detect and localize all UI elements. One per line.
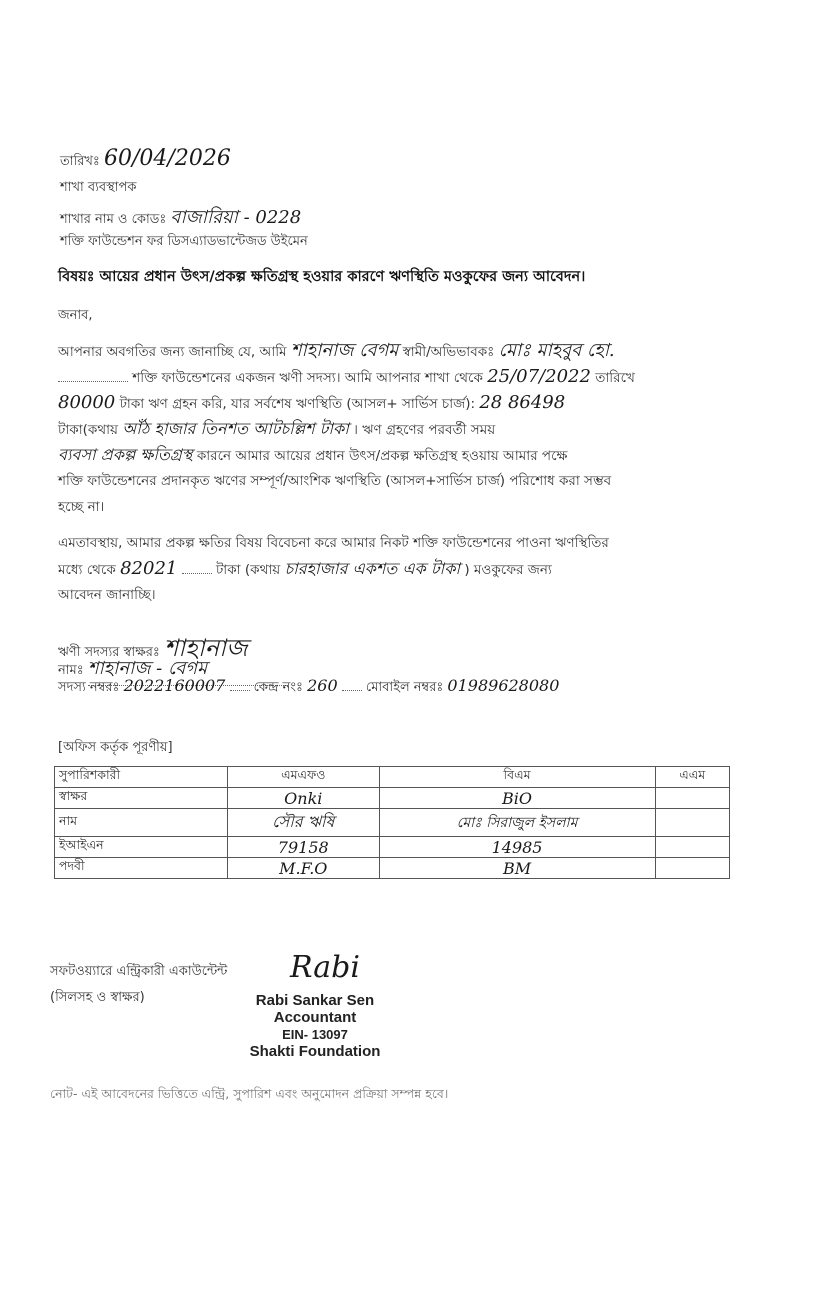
mfo-designation: M.F.O — [228, 858, 380, 879]
balance-hw: 28 86498 — [479, 392, 566, 413]
para1-text: । ঋণ গ্রহণের পরবর্তী সময় — [353, 422, 496, 438]
guardian-hw: মোঃ মাহবুব হো. — [498, 340, 615, 361]
office-table — [54, 766, 730, 879]
date-value: 60/04/2026 — [104, 146, 231, 171]
date-label: তারিখঃ — [60, 154, 100, 169]
stamp-org: Shakti Foundation — [249, 1043, 381, 1060]
mobile-value: 01989628080 — [447, 676, 560, 695]
branch-row — [60, 203, 301, 234]
para1-text: শক্তি ফাউন্ডেশনের একজন ঋণী সদস্য। আমি আপনার শাখা থেকে — [132, 370, 483, 386]
para2-text: মধ্যে থেকে — [58, 562, 116, 578]
center-label: কেন্দ্র নংঃ — [253, 680, 303, 695]
row-label: নাম — [55, 809, 228, 837]
para1-line1 — [58, 338, 615, 365]
waive-amount-hw: 82021 — [120, 558, 178, 579]
table-row — [55, 809, 730, 837]
member-no-label: সদস্য নম্বরঃ — [58, 680, 120, 695]
am-cell — [655, 858, 729, 879]
reason-hw: ব্যবসা প্রকল্প ক্ষতিগ্রস্থ — [58, 445, 193, 464]
table-header-row — [55, 767, 730, 788]
para2-line3: আবেদন জানাচ্ছি। — [58, 587, 156, 603]
recipient-title: শাখা ব্যবস্থাপক — [60, 180, 137, 195]
mfo-name: সৌর ঋষি — [228, 809, 380, 837]
member-name-value: শাহানাজ - বেগম — [88, 654, 288, 686]
member-name-hw: শাহানাজ বেগম — [290, 340, 399, 361]
row-label: ইআইএন — [55, 837, 228, 858]
row-label: স্বাক্ষর — [55, 788, 228, 809]
table-header-cell: এমএফও — [228, 767, 380, 788]
branch-label: শাখার নাম ও কোডঃ — [60, 212, 167, 227]
am-cell — [655, 788, 729, 809]
para1-line2 — [58, 364, 635, 391]
org-line: শক্তি ফাউন্ডেশন ফর ডিসএ্যাডভান্টেজড উইমেন — [60, 234, 308, 249]
loan-amount-hw: 80000 — [58, 392, 116, 413]
accountant-signature: Rabi — [290, 950, 360, 985]
para1-line7: হচ্ছে না। — [58, 499, 105, 515]
subject-line: বিষয়ঃ আয়ের প্রধান উৎস/প্রকল্প ক্ষতিগ্রস্থ হওয়ার কারণে ঋণস্থিতি মওকুফের জন্য আবেদন। — [58, 269, 586, 285]
table-row — [55, 788, 730, 809]
mfo-ein: 79158 — [228, 837, 380, 858]
para1-line4 — [58, 416, 495, 443]
bm-ein: 14985 — [379, 837, 655, 858]
para1-text: তারিখে — [595, 370, 635, 386]
para2-text: ) মওকুফের জন্য — [464, 562, 552, 578]
member-signature: শাহানাজ — [163, 634, 248, 662]
table-row — [55, 837, 730, 858]
bm-name: মোঃ সিরাজুল ইসলাম — [379, 809, 655, 837]
am-cell — [655, 837, 729, 858]
stamp-title: Accountant — [273, 1009, 357, 1026]
office-section-title: [অফিস কর্তৃক পূরণীয়] — [58, 740, 173, 755]
guardian-label: স্বামী/অভিভাবকঃ — [402, 344, 495, 360]
para2-line2 — [58, 556, 552, 583]
center-value: 260 — [307, 676, 338, 695]
date-row — [60, 146, 231, 173]
table-header-cell: বিএম — [379, 767, 655, 788]
am-cell — [655, 809, 729, 837]
para1-text: আপনার অবগতির জন্য জানাচ্ছি যে, আমি — [58, 344, 287, 360]
footer-note: নোট- এই আবেদনের ভিত্তিতে এন্ট্রি, সুপারিশ এবং অনুমোদন প্রক্রিয়া সম্পন্ন হবে। — [50, 1086, 449, 1101]
para2-line1: এমতাবস্থায়, আমার প্রকল্প ক্ষতির বিষয় বিবেচনা করে আমার নিকট শক্তি ফাউন্ডেশনের পাওনা ঋণস্থিতির — [58, 535, 609, 551]
table-header-cell: সুপারিশকারী — [55, 767, 228, 788]
salutation: জনাব, — [58, 308, 93, 323]
para1-text: কারনে আমার আয়ের প্রধান উৎস/প্রকল্প ক্ষতিগ্রস্থ হওয়ায় আমার পক্ষে — [196, 448, 568, 464]
member-sig-label: ঋণী সদস্যর স্বাক্ষরঃ — [58, 645, 160, 660]
accountant-label: সফটওয়্যারে এন্ট্রিকারী একাউন্টেন্ট — [50, 964, 228, 979]
member-no-value: 2022160007 — [123, 676, 226, 695]
accountant-sublabel: (সিলসহ ও স্বাক্ষর) — [50, 990, 145, 1005]
para1-line3 — [58, 390, 565, 417]
para1-line5 — [58, 442, 567, 469]
para1-line6: শক্তি ফাউন্ডেশনের প্রদানকৃত ঋণের সম্পূর্ণ/আংশিক ঋণস্থিতি (আসল+সার্ভিস চার্জ) পরিশোধ করা সম্ভব — [58, 473, 612, 489]
balance-words-hw: আঁঠ হাজার তিনশত আটচল্লিশ টাকা — [122, 419, 349, 438]
para1-text: টাকা ঋণ গ্রহন করি, যার সর্বশেষ ঋণস্থিতি (আসল+ সার্ভিস চার্জ): — [119, 396, 476, 412]
row-label: পদবী — [55, 858, 228, 879]
accountant-stamp — [230, 992, 400, 1060]
member-name-label: নামঃ — [58, 663, 84, 678]
para2-text: টাকা (কথায় — [215, 562, 281, 578]
stamp-name: Rabi Sankar Sen — [255, 992, 375, 1009]
table-row — [55, 858, 730, 879]
table-header-cell: এএম — [655, 767, 729, 788]
member-details-row — [58, 676, 559, 699]
bm-signature: BiO — [379, 788, 655, 809]
bm-designation: BM — [379, 858, 655, 879]
stamp-ein: EIN- 13097 — [282, 1027, 348, 1042]
waive-words-hw: চারহাজার একশত এক টাকা — [284, 559, 461, 578]
branch-value: বাজারিয়া - 0228 — [170, 207, 302, 228]
mobile-label: মোবাইল নম্বরঃ — [365, 680, 444, 695]
mfo-signature: Onki — [228, 788, 380, 809]
loan-date-hw: 25/07/2022 — [487, 366, 591, 387]
para1-text: টাকা(কথায় — [58, 422, 118, 438]
